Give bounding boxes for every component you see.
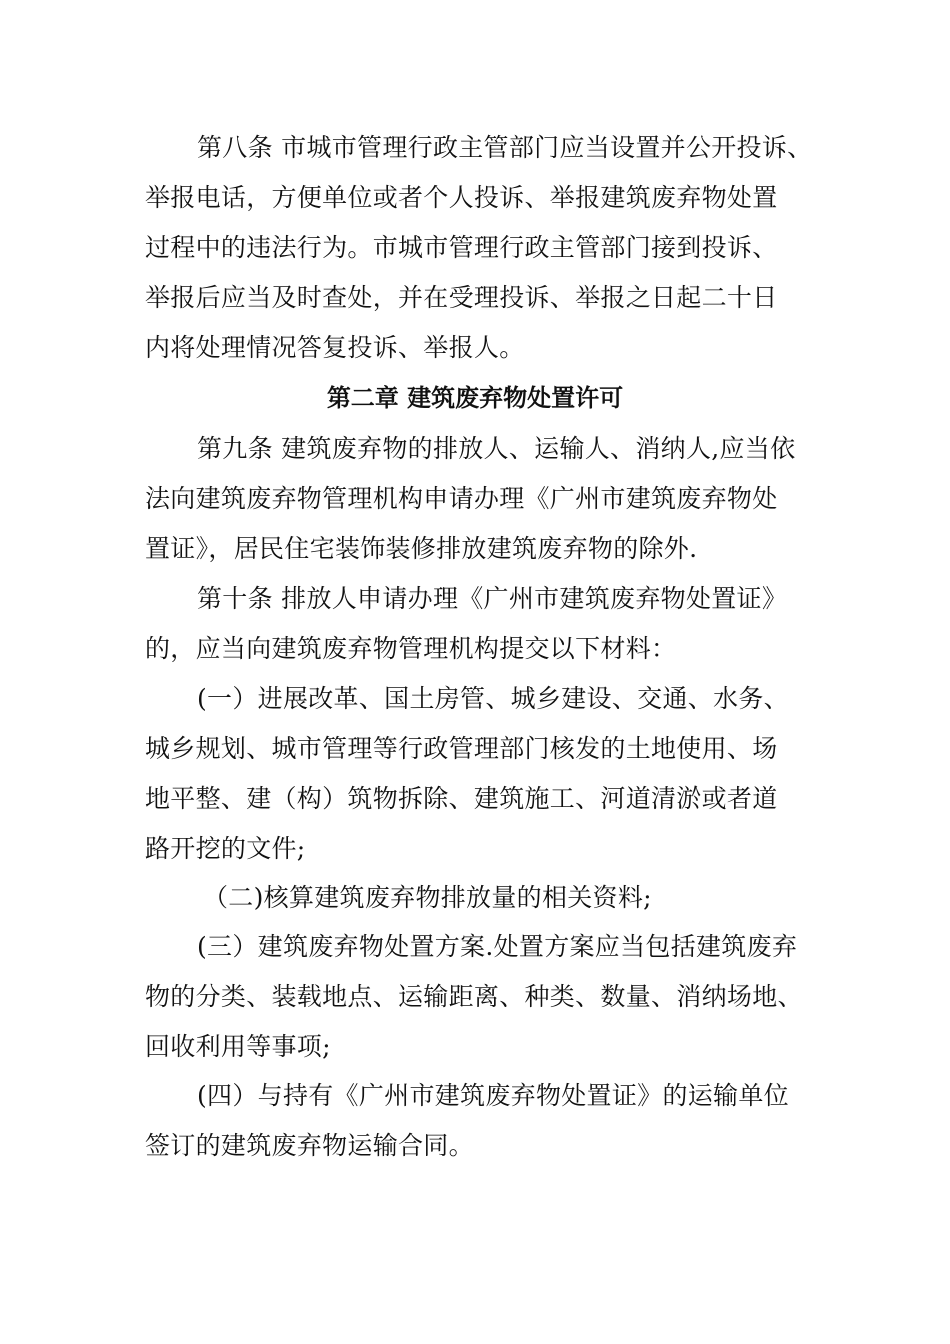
article-8 <box>145 123 813 373</box>
article-10-line: 第十条 排放人申请办理《广州市建筑废弃物处置证》 <box>197 584 788 613</box>
article-8-line: 第八条 市城市管理行政主管部门应当设置并公开投诉、 <box>197 133 813 162</box>
article-9-line: 第九条 建筑废弃物的排放人、运输人、消纳人,应当依 <box>197 434 796 463</box>
article-9-line: 置证》，居民住宅装饰装修排放建筑废弃物的除外. <box>145 534 698 563</box>
article-8-line: 内将处理情况答复投诉、举报人。 <box>145 333 525 362</box>
item-3-line: 回收利用等事项; <box>145 1032 331 1061</box>
item-2-line: （二)核算建筑废弃物排放量的相关资料; <box>203 883 652 912</box>
article-8-line: 举报电话，方便单位或者个人投诉、举报建筑废弃物处置 <box>145 183 778 212</box>
item-4-line: (四）与持有《广州市建筑废弃物处置证》的运输单位 <box>197 1081 789 1110</box>
item-1-line: 路开挖的文件; <box>145 834 306 863</box>
item-1-line: (一）进展改革、国土房管、城乡建设、交通、水务、 <box>197 684 789 713</box>
item-3-line: 物的分类、装载地点、运输距离、种类、数量、消纳场地、 <box>145 982 803 1011</box>
article-9 <box>145 424 810 574</box>
article-9-line: 法向建筑废弃物管理机构申请办理《广州市建筑废弃物处 <box>145 484 778 513</box>
article-10 <box>145 574 810 674</box>
item-1 <box>145 674 810 874</box>
article-8-line: 举报后应当及时查处，并在受理投诉、举报之日起二十日 <box>145 283 778 312</box>
item-4-line: 签订的建筑废弃物运输合同。 <box>145 1131 474 1160</box>
item-3 <box>145 922 810 1072</box>
article-10-line: 的，应当向建筑废弃物管理机构提交以下材料： <box>145 634 677 663</box>
chapter-2-heading: 第二章 建筑废弃物处置许可 <box>326 384 624 412</box>
item-1-line: 地平整、建（构）筑物拆除、建筑施工、河道清淤或者道 <box>145 784 778 813</box>
item-1-line: 城乡规划、城市管理等行政管理部门核发的土地使用、场 <box>145 734 778 763</box>
article-8-line: 过程中的违法行为。市城市管理行政主管部门接到投诉、 <box>145 233 778 262</box>
item-3-line: (三）建筑废弃物处置方案.处置方案应当包括建筑废弃 <box>197 932 798 961</box>
item-2 <box>145 873 810 923</box>
item-4 <box>145 1071 810 1171</box>
